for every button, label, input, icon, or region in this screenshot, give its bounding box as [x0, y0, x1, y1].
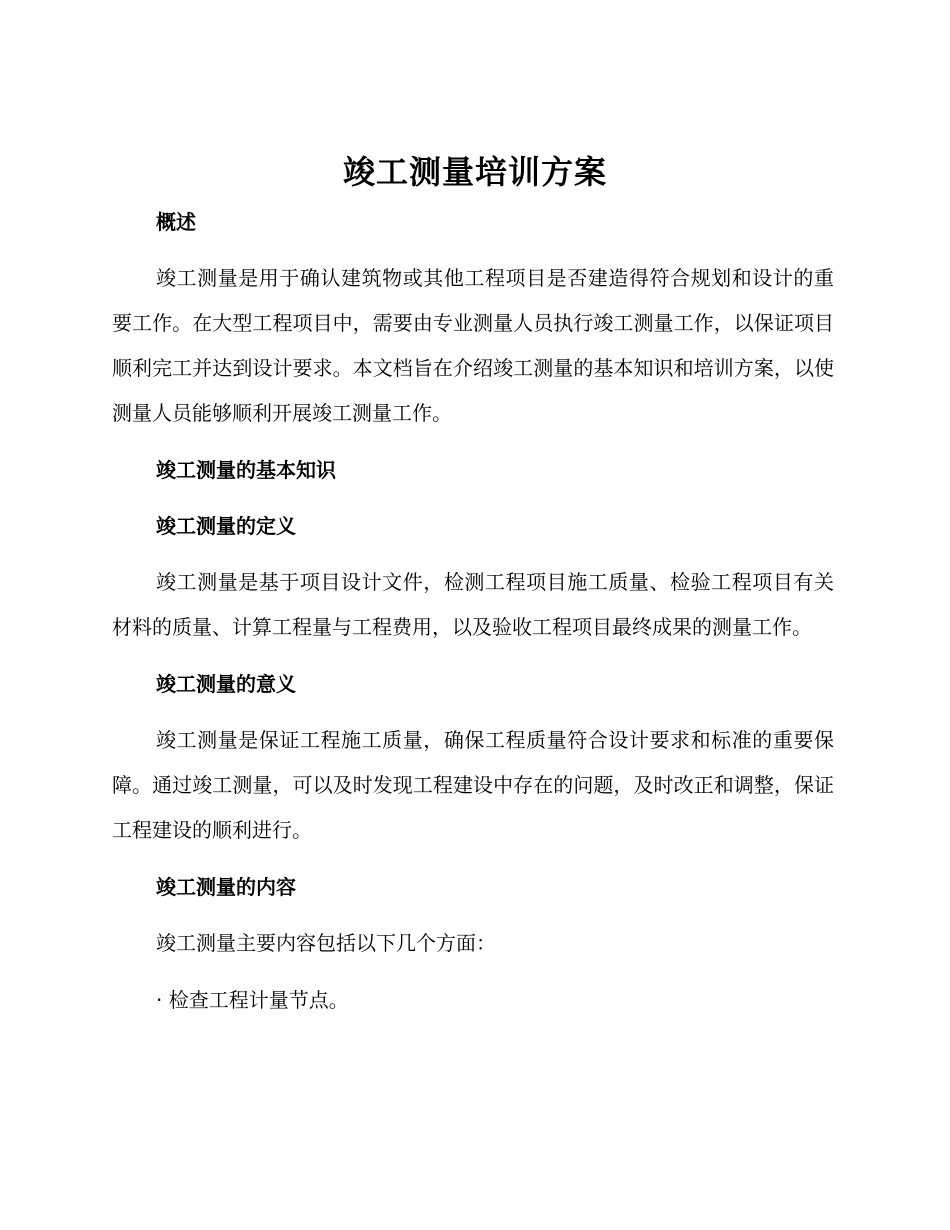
section-paragraph-definition: 竣工测量是基于项目设计文件，检测工程项目施工质量、检验工程项目有关材料的质量、计算工程量与工程费用，以及验收工程项目最终成果的测量工作。	[112, 570, 834, 639]
section-paragraph-significance: 竣工测量是保证工程施工质量，确保工程质量符合设计要求和标准的重要保障。通过竣工测量，可以及时发现工程建设中存在的问题，及时改正和调整，保证工程建设的顺利进行。	[112, 728, 834, 842]
document-body	[112, 200, 834, 1022]
list-item: · 检查工程计量节点。	[156, 988, 349, 1012]
section-paragraph-overview: 竣工测量是用于确认建筑物或其他工程项目是否建造得符合规划和设计的重要工作。在大型工程项目中，需要由专业测量人员执行竣工测量工作，以保证项目顺利完工并达到设计要求。本文档旨在介绍竣工测量的基本知识和培训方案，以使测量人员能够顺利开展竣工测量工作。	[112, 266, 834, 425]
section-heading-overview: 概述	[156, 210, 196, 234]
section-paragraph-content: 竣工测量主要内容包括以下几个方面：	[156, 931, 496, 955]
section-heading-significance: 竣工测量的意义	[156, 672, 296, 696]
section-heading-definition: 竣工测量的定义	[156, 514, 296, 538]
document-title: 竣工测量培训方案	[342, 153, 607, 191]
section-heading-basics: 竣工测量的基本知识	[156, 458, 336, 482]
section-heading-content: 竣工测量的内容	[156, 875, 296, 899]
